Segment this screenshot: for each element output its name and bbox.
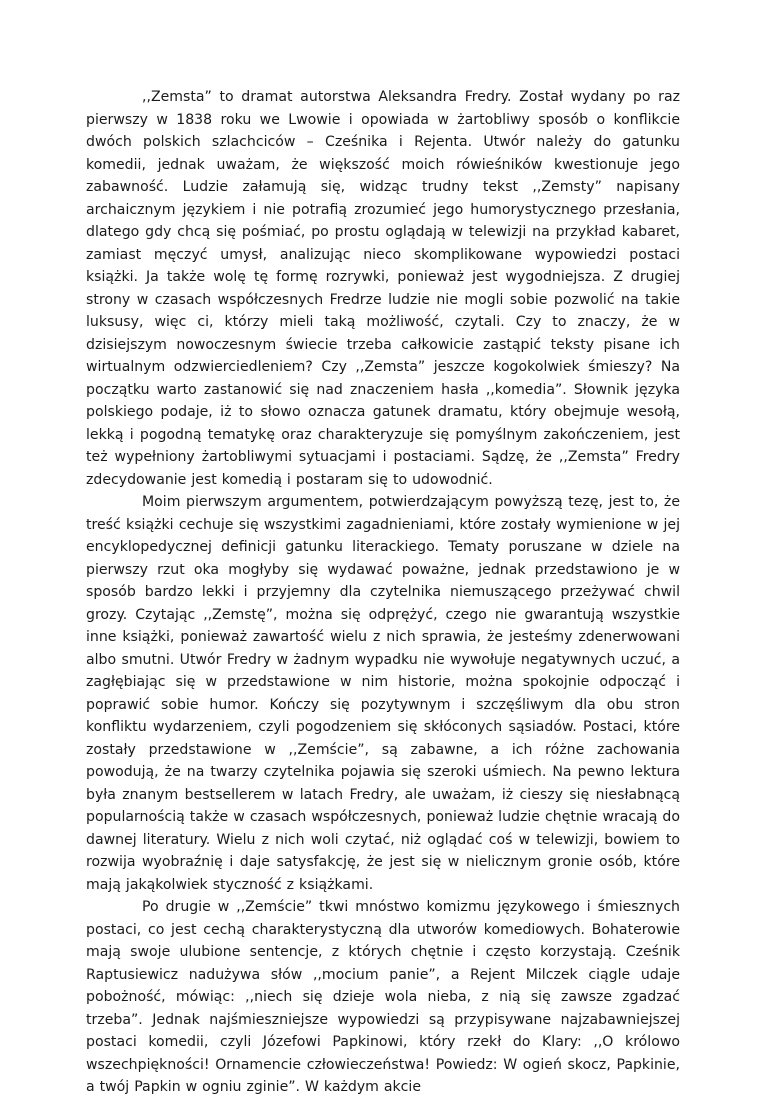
paragraph-1: ,,Zemsta” to dramat autorstwa Aleksandra Fredry. Został wydany po raz pierwszy w 1838 roku we Lwowie i opowiada w żartobliwy sposób o konflikcie dwóch polskich szlachciców – Cześnika i Rejenta. Utwór należy do gatunku komedii, jednak uważam, że większość moich rówieśników kwestionuje jego zabawność. Ludzie załamują się, widząc trudny tekst ,,Zemsty” napisany archaicznym językiem i nie potrafią zrozumieć jego humorystycznego przesłania, dlatego gdy chcą się pośmiać, po prostu oglądają w telewizji na przykład kabaret, zamiast męczyć umysł, analizując nieco skomplikowane wypowiedzi postaci książki. Ja także wolę tę formę rozrywki, ponieważ jest wygodniejsza. Z drugiej strony w czasach współczesnych Fredrze ludzie nie mogli sobie pozwolić na takie luksusy, więc ci, którzy mieli taką możliwość, czytali. Czy to znaczy, że w dzisiejszym nowoczesnym świecie trzeba całkowicie zastąpić teksty pisane ich wirtualnym odzwierciedleniem? Czy ,,Zemsta” jeszcze kogokolwiek śmieszy? Na początku warto zastanowić się nad znaczeniem hasła ,,komedia”. Słownik języka polskiego podaje, iż to słowo oznacza gatunek dramatu, który obejmuje wesołą, lekką i pogodną tematykę oraz charakteryzuje się pomyślnym zakończeniem, jest też wypełniony żartobliwymi sytuacjami i postaciami. Sądzę, że ,,Zemsta” Fredry zdecydowanie jest komedią i postaram się to udowodnić. [86,89,680,488]
paragraph-3: Po drugie w ,,Zemście” tkwi mnóstwo komizmu językowego i śmiesznych postaci, co jest cechą charakterystyczną dla utworów komediowych. Bohaterowie mają swoje ulubione sentencje, z których chętnie i często korzystają. Cześnik Raptusiewicz nadużywa słów ,,mocium panie”, a Rejent Milczek ciągle udaje pobożność, mówiąc: ,,niech się dzieje wola nieba, z nią się zawsze zgadzać trzeba”. Jednak najśmieszniejsze wypowiedzi są przypisywane najzabawniejszej postaci komedii, czyli Józefowi Papkinowi, który rzekł do Klary: ,,O królowo wszechpiękności! Ornamencie człowieczeństwa! Powiedz: W ogień skocz, Papkinie, a twój Papkin w ogniu zginie”. W każdym akcie [86,899,680,1095]
essay-body [86,86,680,1099]
paragraph-2: Moim pierwszym argumentem, potwierdzającym powyższą tezę, jest to, że treść książki cechuje się wszystkimi zagadnieniami, które zostały wymienione w jej encyklopedycznej definicji gatunku literackiego. Tematy poruszane w dziele na pierwszy rzut oka mogłyby się wydawać poważne, jednak przedstawiono je w sposób bardzo lekki i przyjemny dla czytelnika niemuszącego przeżywać chwil grozy. Czytając ,,Zemstę”, można się odprężyć, czego nie gwarantują wszystkie inne książki, ponieważ zawartość wielu z nich sprawia, że jesteśmy zdenerwowani albo smutni. Utwór Fredry w żadnym wypadku nie wywołuje negatywnych uczuć, a zagłębiając się w przedstawione w nim historie, można spokojnie odpocząć i poprawić sobie humor. Kończy się pozytywnym i szczęśliwym dla obu stron konfliktu wydarzeniem, czyli pogodzeniem się skłóconych sąsiadów. Postaci, które zostały przedstawione w ,,Zemście”, są zabawne, a ich różne zachowania powodują, że na twarzy czytelnika pojawia się szeroki uśmiech. Na pewno lektura była znanym bestsellerem w latach Fredry, ale uważam, iż cieszy się niesłabnącą popularnością także w czasach współczesnych, ponieważ ludzie chętnie wracają do dawnej literatury. Wielu z nich woli czytać, niż oglądać coś w telewizji, bowiem to rozwija wyobraźnię i daje satysfakcję, że jest się w nielicznym gronie osób, które mają jakąkolwiek styczność z książkami. [86,494,680,893]
